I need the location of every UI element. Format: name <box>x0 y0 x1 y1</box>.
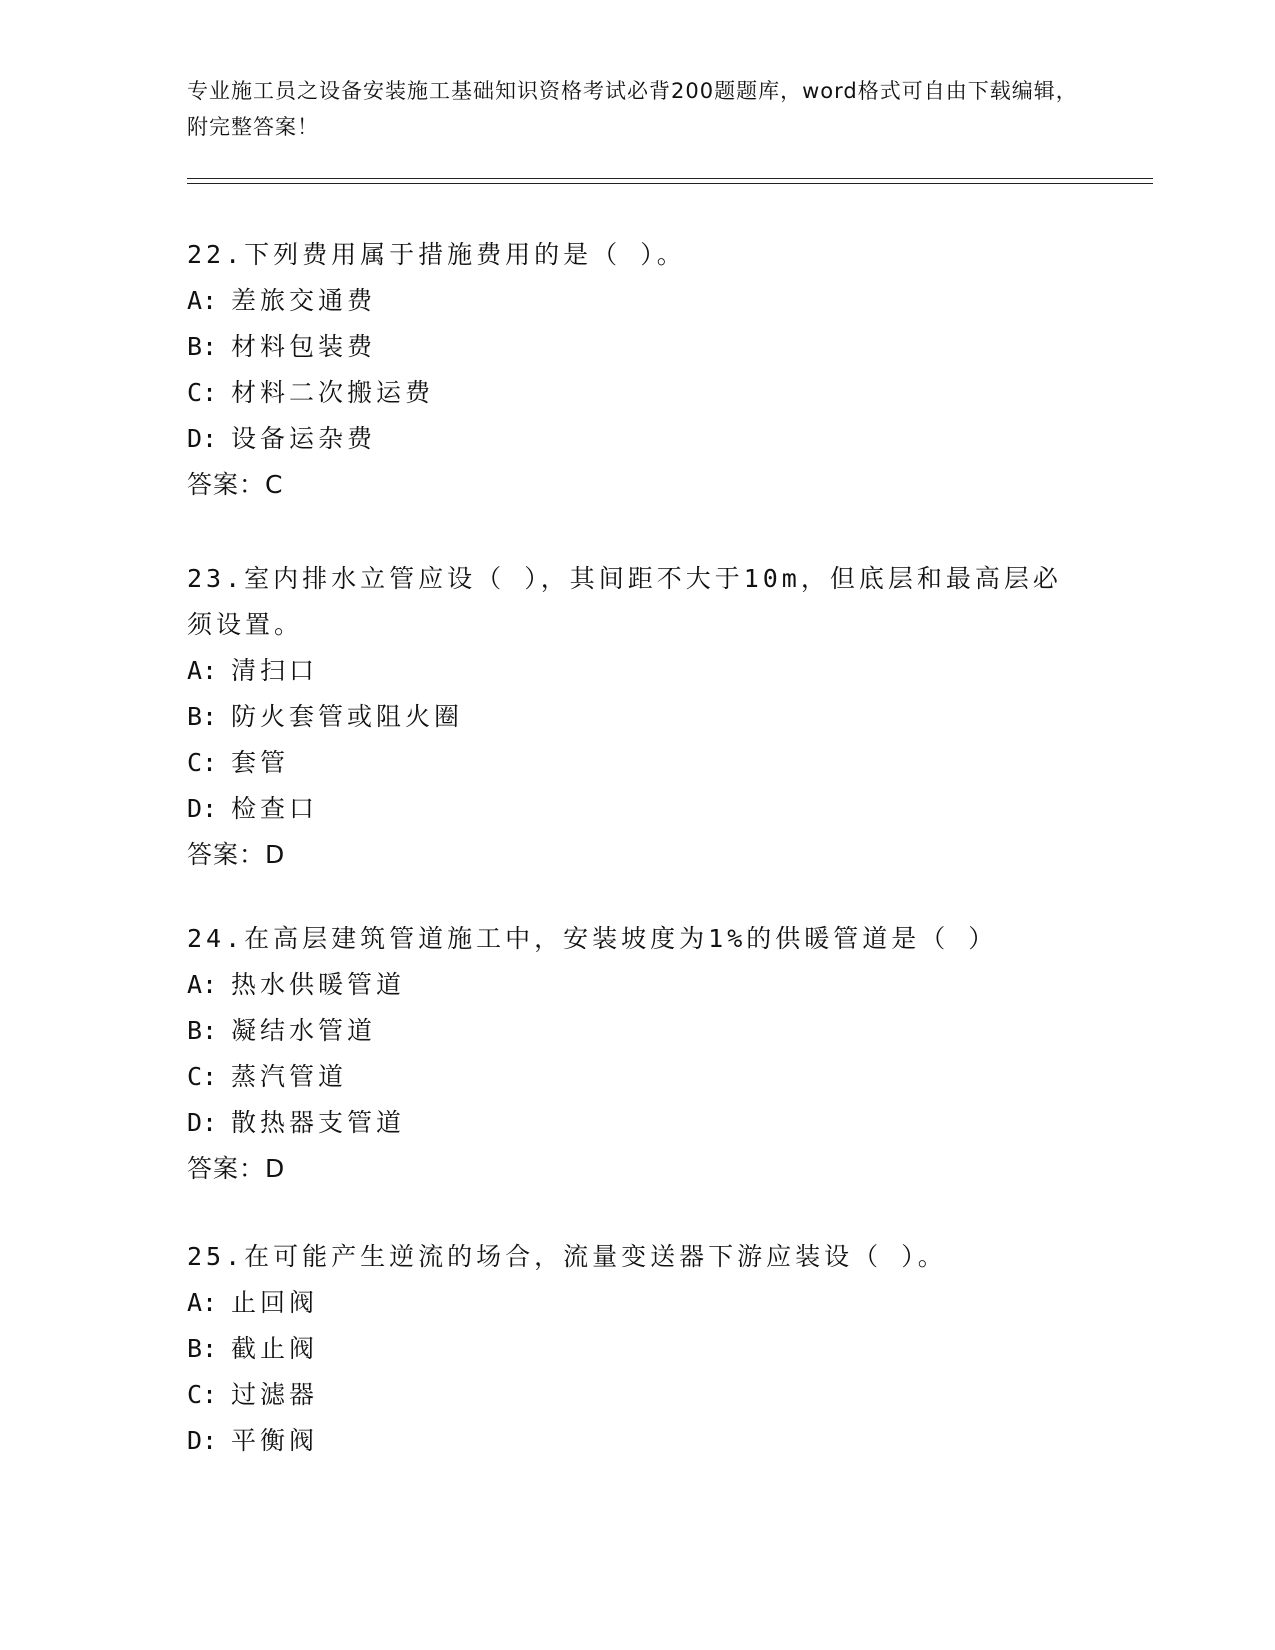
answer-line: 答案：C <box>187 470 284 499</box>
option-letter: B: <box>187 1334 218 1363</box>
option-text: 差旅交通费 <box>231 286 377 315</box>
option-letter: B: <box>187 332 218 361</box>
answer-line: 答案：D <box>187 1154 286 1183</box>
option-a <box>187 278 1087 324</box>
option-c <box>187 370 1087 416</box>
option-text: 材料二次搬运费 <box>231 378 435 407</box>
option-text: 套管 <box>231 748 290 777</box>
option-letter: D: <box>187 1108 218 1137</box>
option-text: 热水供暖管道 <box>231 970 406 999</box>
option-text: 设备运杂费 <box>231 424 377 453</box>
option-letter: C: <box>187 1062 218 1091</box>
option-b <box>187 324 1087 370</box>
option-c <box>187 740 1077 786</box>
question-24 <box>187 916 1087 1192</box>
option-c <box>187 1372 1087 1418</box>
option-text: 蒸汽管道 <box>231 1062 348 1091</box>
option-b <box>187 1008 1087 1054</box>
option-d <box>187 1418 1087 1464</box>
option-d <box>187 1100 1087 1146</box>
option-text: 截止阀 <box>231 1334 319 1363</box>
document-header-title: 专业施工员之设备安装施工基础知识资格考试必背200题题库，word格式可自由下载编辑，附完整答案！ <box>187 79 1078 139</box>
option-letter: C: <box>187 1380 218 1409</box>
option-letter: B: <box>187 702 218 731</box>
option-text: 清扫口 <box>231 656 319 685</box>
question-stem: 22.下列费用属于措施费用的是（ ）。 <box>187 240 686 269</box>
question-stem: 23.室内排水立管应设（ ），其间距不大于10m，但底层和最高层必须设置。 <box>187 564 1062 639</box>
option-letter: D: <box>187 794 218 823</box>
option-letter: D: <box>187 424 218 453</box>
option-text: 凝结水管道 <box>231 1016 377 1045</box>
option-a <box>187 648 1077 694</box>
option-text: 平衡阀 <box>231 1426 319 1455</box>
option-b <box>187 1326 1087 1372</box>
option-letter: D: <box>187 1426 218 1455</box>
option-text: 材料包装费 <box>231 332 377 361</box>
option-text: 检查口 <box>231 794 319 823</box>
option-text: 散热器支管道 <box>231 1108 406 1137</box>
option-d <box>187 416 1087 462</box>
option-d <box>187 786 1077 832</box>
option-text: 止回阀 <box>231 1288 319 1317</box>
option-letter: A: <box>187 286 218 315</box>
option-b <box>187 694 1077 740</box>
question-stem: 24.在高层建筑管道施工中，安装坡度为1%的供暖管道是（ ） <box>187 924 998 953</box>
answer-line: 答案：D <box>187 840 286 869</box>
question-23 <box>187 556 1077 878</box>
question-stem: 25.在可能产生逆流的场合，流量变送器下游应装设（ ）。 <box>187 1242 947 1271</box>
question-25 <box>187 1234 1087 1464</box>
option-letter: B: <box>187 1016 218 1045</box>
option-letter: A: <box>187 656 218 685</box>
option-letter: A: <box>187 1288 218 1317</box>
question-22 <box>187 232 1087 508</box>
option-letter: A: <box>187 970 218 999</box>
option-letter: C: <box>187 748 218 777</box>
option-a <box>187 962 1087 1008</box>
option-c <box>187 1054 1087 1100</box>
option-text: 防火套管或阻火圈 <box>231 702 464 731</box>
header-divider-top <box>187 178 1153 179</box>
header-divider-bottom <box>187 183 1153 184</box>
option-a <box>187 1280 1087 1326</box>
option-letter: C: <box>187 378 218 407</box>
option-text: 过滤器 <box>231 1380 319 1409</box>
